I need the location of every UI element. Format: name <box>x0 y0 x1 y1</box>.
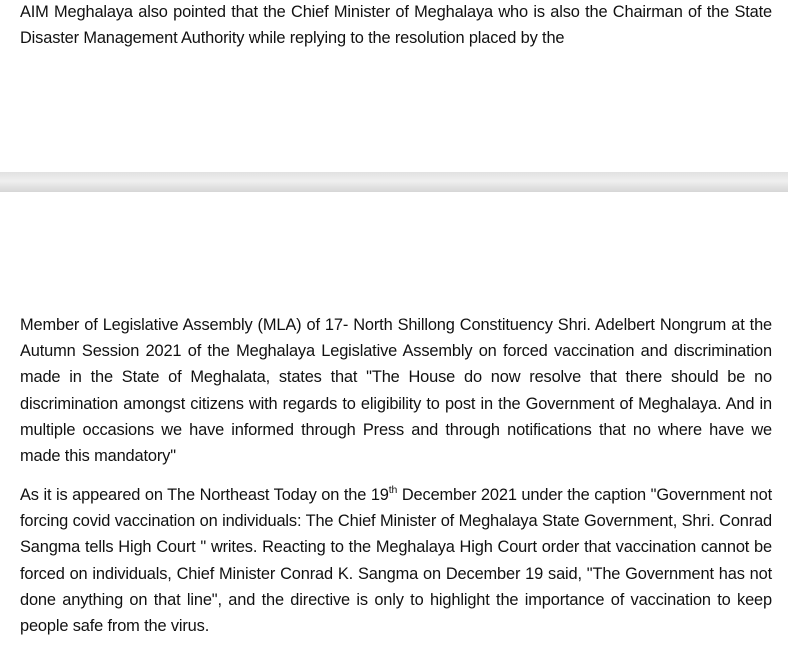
document-page-bottom <box>0 192 788 646</box>
document-page-top <box>0 0 788 172</box>
paragraph-northeast-today <box>20 482 772 639</box>
paragraph-text-before-date: As it is appeared on The Northeast Today on the 19 <box>20 486 389 504</box>
paragraph-text-after-date: December 2021 under the caption "Government not forcing covid vaccination on individuals: The Chief Minister of Meghalaya State Government, Shri. Conrad Sangma tells High Court " writes. Reacting to the Meghalaya High Court order that vaccination cannot be forced on individuals, Chief Minister Conrad K. Sangma on December 19 said, "The Government has not done anything on that line", and the directive is only to highlight the importance of vaccination to keep people safe from the virus. <box>20 486 772 636</box>
paragraph-aim-meghalaya: AIM Meghalaya also pointed that the Chief Minister of Meghalaya who is also the Chairman of the State Disaster Management Authority while replying to the resolution placed by the <box>20 3 772 48</box>
page-break-divider <box>0 172 788 192</box>
paragraph-mla-resolution: Member of Legislative Assembly (MLA) of 17- North Shillong Constituency Shri. Adelbert Nongrum at the Autumn Session 2021 of the Meghalaya Legislative Assembly on forced vaccination and discrimination made in the State of Meghalata, states that "The House do now resolve that there should be no discrimination amongst citizens with regards to eligibility to post in the Government of Meghalaya. And in multiple occasions we have informed through Press and through notifications that no where have we made this mandatory" <box>20 316 772 466</box>
date-ordinal-suffix: th <box>388 484 398 496</box>
